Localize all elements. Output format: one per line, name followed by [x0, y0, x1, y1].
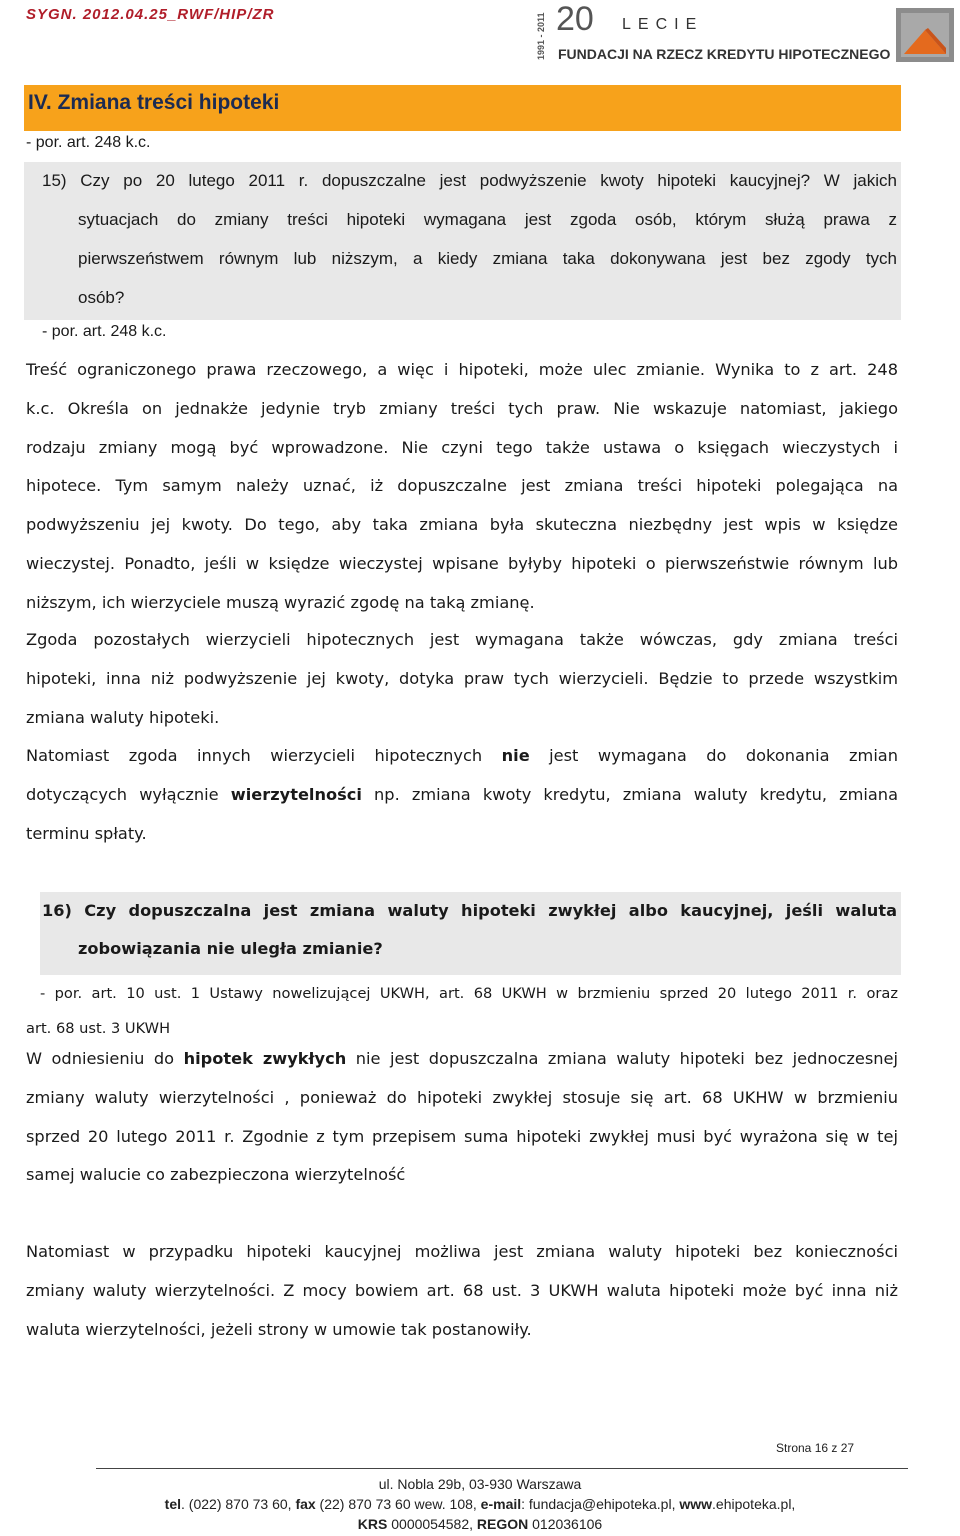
question-15-line-4: osób?	[78, 288, 125, 307]
text-line: hipoteki, inna niż podwyższenie jej kwoty, dotyka praw tych wierzycieli. Będzie to przede wszystkim	[26, 668, 898, 688]
section-title: IV. Zmiana treści hipoteki	[28, 91, 280, 114]
text-line: wieczystej. Ponadto, jeśli w księdze wieczystej wpisane byłyby hipoteki o pierwszeństwie równym lub	[26, 553, 898, 573]
text-line: dotyczących wyłącznie wierzytelności np. zmiana kwoty kredytu, zmiana waluty kredytu, zmiana	[26, 784, 898, 804]
question-16-reference	[26, 976, 898, 1046]
text-line: Zgoda pozostałych wierzycieli hipotecznych jest wymagana także wówczas, gdy zmiana treści	[26, 630, 898, 649]
logo-foundation-name: FUNDACJI NA RZECZ KREDYTU HIPOTECZNEGO	[558, 46, 891, 62]
text-line: samej walucie co zabezpieczona wierzytelność	[26, 1165, 406, 1185]
footer-contact-line: tel. (022) 870 73 60, fax (22) 870 73 60 wew. 108, e-mail: fundacja@ehipoteka.pl, www.ehipoteka.pl,	[164, 1496, 796, 1512]
document-signature: SYGN. 2012.04.25_RWF/HIP/ZR	[26, 6, 275, 23]
text-line: rodzaju zmiany mogą być wprowadzone. Nie czyni tego także ustawa o księgach wieczystych i	[26, 437, 898, 457]
text-line: hipotece. Tym samym należy uznać, iż dopuszczalne jest zmiana treści hipoteki polegająca na	[26, 476, 898, 496]
footer-divider	[96, 1468, 908, 1469]
logo-years: 1991 - 2011	[536, 12, 546, 60]
q16-paragraph-2	[26, 1233, 898, 1349]
email-link[interactable]: : fundacja@ehipoteka.pl,	[521, 1496, 680, 1512]
footer-contact	[0, 1474, 960, 1534]
text-line: k.c. Określa on jednakże jedynie tryb zmiany treści tych praw. Nie wskazuje natomiast, jakiego	[26, 398, 898, 418]
q16-paragraph-1	[26, 1040, 898, 1195]
q15-paragraph-1	[26, 351, 898, 623]
text-line: Natomiast w przypadku hipoteki kaucyjnej możliwa jest zmiana waluty hipoteki bez konieczności	[26, 1242, 898, 1261]
footer-registry: KRS 0000054582, REGON 012036106	[357, 1516, 603, 1532]
question-15-line-3: pierwszeństwem równym lub niższym, a kiedy zmiana taka dokonywana jest bez zgody tych	[78, 249, 897, 268]
text-line: zmiany waluty wierzytelności , ponieważ do hipoteki zwykłej stosuje się art. 68 UKHW w brzmieniu	[26, 1087, 898, 1107]
reference-line: - por. art. 10 ust. 1 Ustawy nowelizującej UKWH, art. 68 UKWH w brzmieniu sprzed 20 lutego 2011 r. oraz	[40, 985, 898, 1002]
text-line: sprzed 20 lutego 2011 r. Zgodnie z tym przepisem suma hipoteki zwykłej musi być wyrażona się w tej	[26, 1126, 898, 1146]
text-line: zmiana waluty hipoteki.	[26, 707, 220, 727]
foundation-logo	[536, 0, 960, 64]
section-reference: - por. art. 248 k.c.	[26, 134, 151, 151]
house-logo-icon	[896, 8, 954, 62]
text-line: Natomiast zgoda innych wierzycieli hipotecznych nie jest wymagana do dokonania zmian	[26, 746, 898, 765]
text-line: niższym, ich wierzyciele muszą wyrazić zgodę na taką zmianę.	[26, 592, 535, 612]
question-15-line-1: 15) Czy po 20 lutego 2011 r. dopuszczalne jest podwyższenie kwoty hipoteki kaucyjnej? W jakich	[42, 171, 897, 190]
question-16-line-2: zobowiązania nie uległa zmianie?	[78, 939, 383, 958]
text-line: W odniesieniu do hipotek zwykłych nie jest dopuszczalna zmiana waluty hipoteki bez jednoczesnej	[26, 1049, 898, 1068]
question-15-line-2: sytuacjach do zmiany treści hipoteki wymagana jest zgoda osób, którym służą prawa z	[78, 210, 897, 229]
text-line: zmiany waluty wierzytelności. Z mocy bowiem art. 68 ust. 3 UKWH waluta hipoteki może być inna niż	[26, 1280, 898, 1300]
text-line: podwyższeniu jej kwoty. Do tego, aby taka zmiana była skuteczna niezbędny jest wpis w księdze	[26, 515, 898, 535]
logo-word: LECIE	[622, 16, 704, 33]
q15-paragraph-2	[26, 621, 898, 737]
question-16-box	[40, 892, 901, 975]
text-line: terminu spłaty.	[26, 823, 147, 843]
question-15-box	[24, 162, 901, 320]
q15-paragraph-3	[26, 737, 898, 853]
section-title-bar	[24, 85, 901, 131]
reference-line: art. 68 ust. 3 UKWH	[26, 1020, 171, 1037]
logo-number: 20	[556, 0, 594, 38]
page-number: Strona 16 z 27	[776, 1441, 855, 1455]
text-line: Treść ograniczonego prawa rzeczowego, a więc i hipoteki, może ulec zmianie. Wynika to z art. 248	[26, 360, 898, 379]
question-16-line-1: 16) Czy dopuszczalna jest zmiana waluty hipoteki zwykłej albo kaucyjnej, jeśli waluta	[42, 901, 897, 920]
footer-address: ul. Nobla 29b, 03-930 Warszawa	[378, 1476, 582, 1492]
website-link[interactable]: .ehipoteka.pl,	[712, 1496, 796, 1512]
question-15-reference: - por. art. 248 k.c.	[42, 323, 167, 340]
text-line: waluta wierzytelności, jeżeli strony w umowie tak postanowiły.	[26, 1319, 532, 1339]
